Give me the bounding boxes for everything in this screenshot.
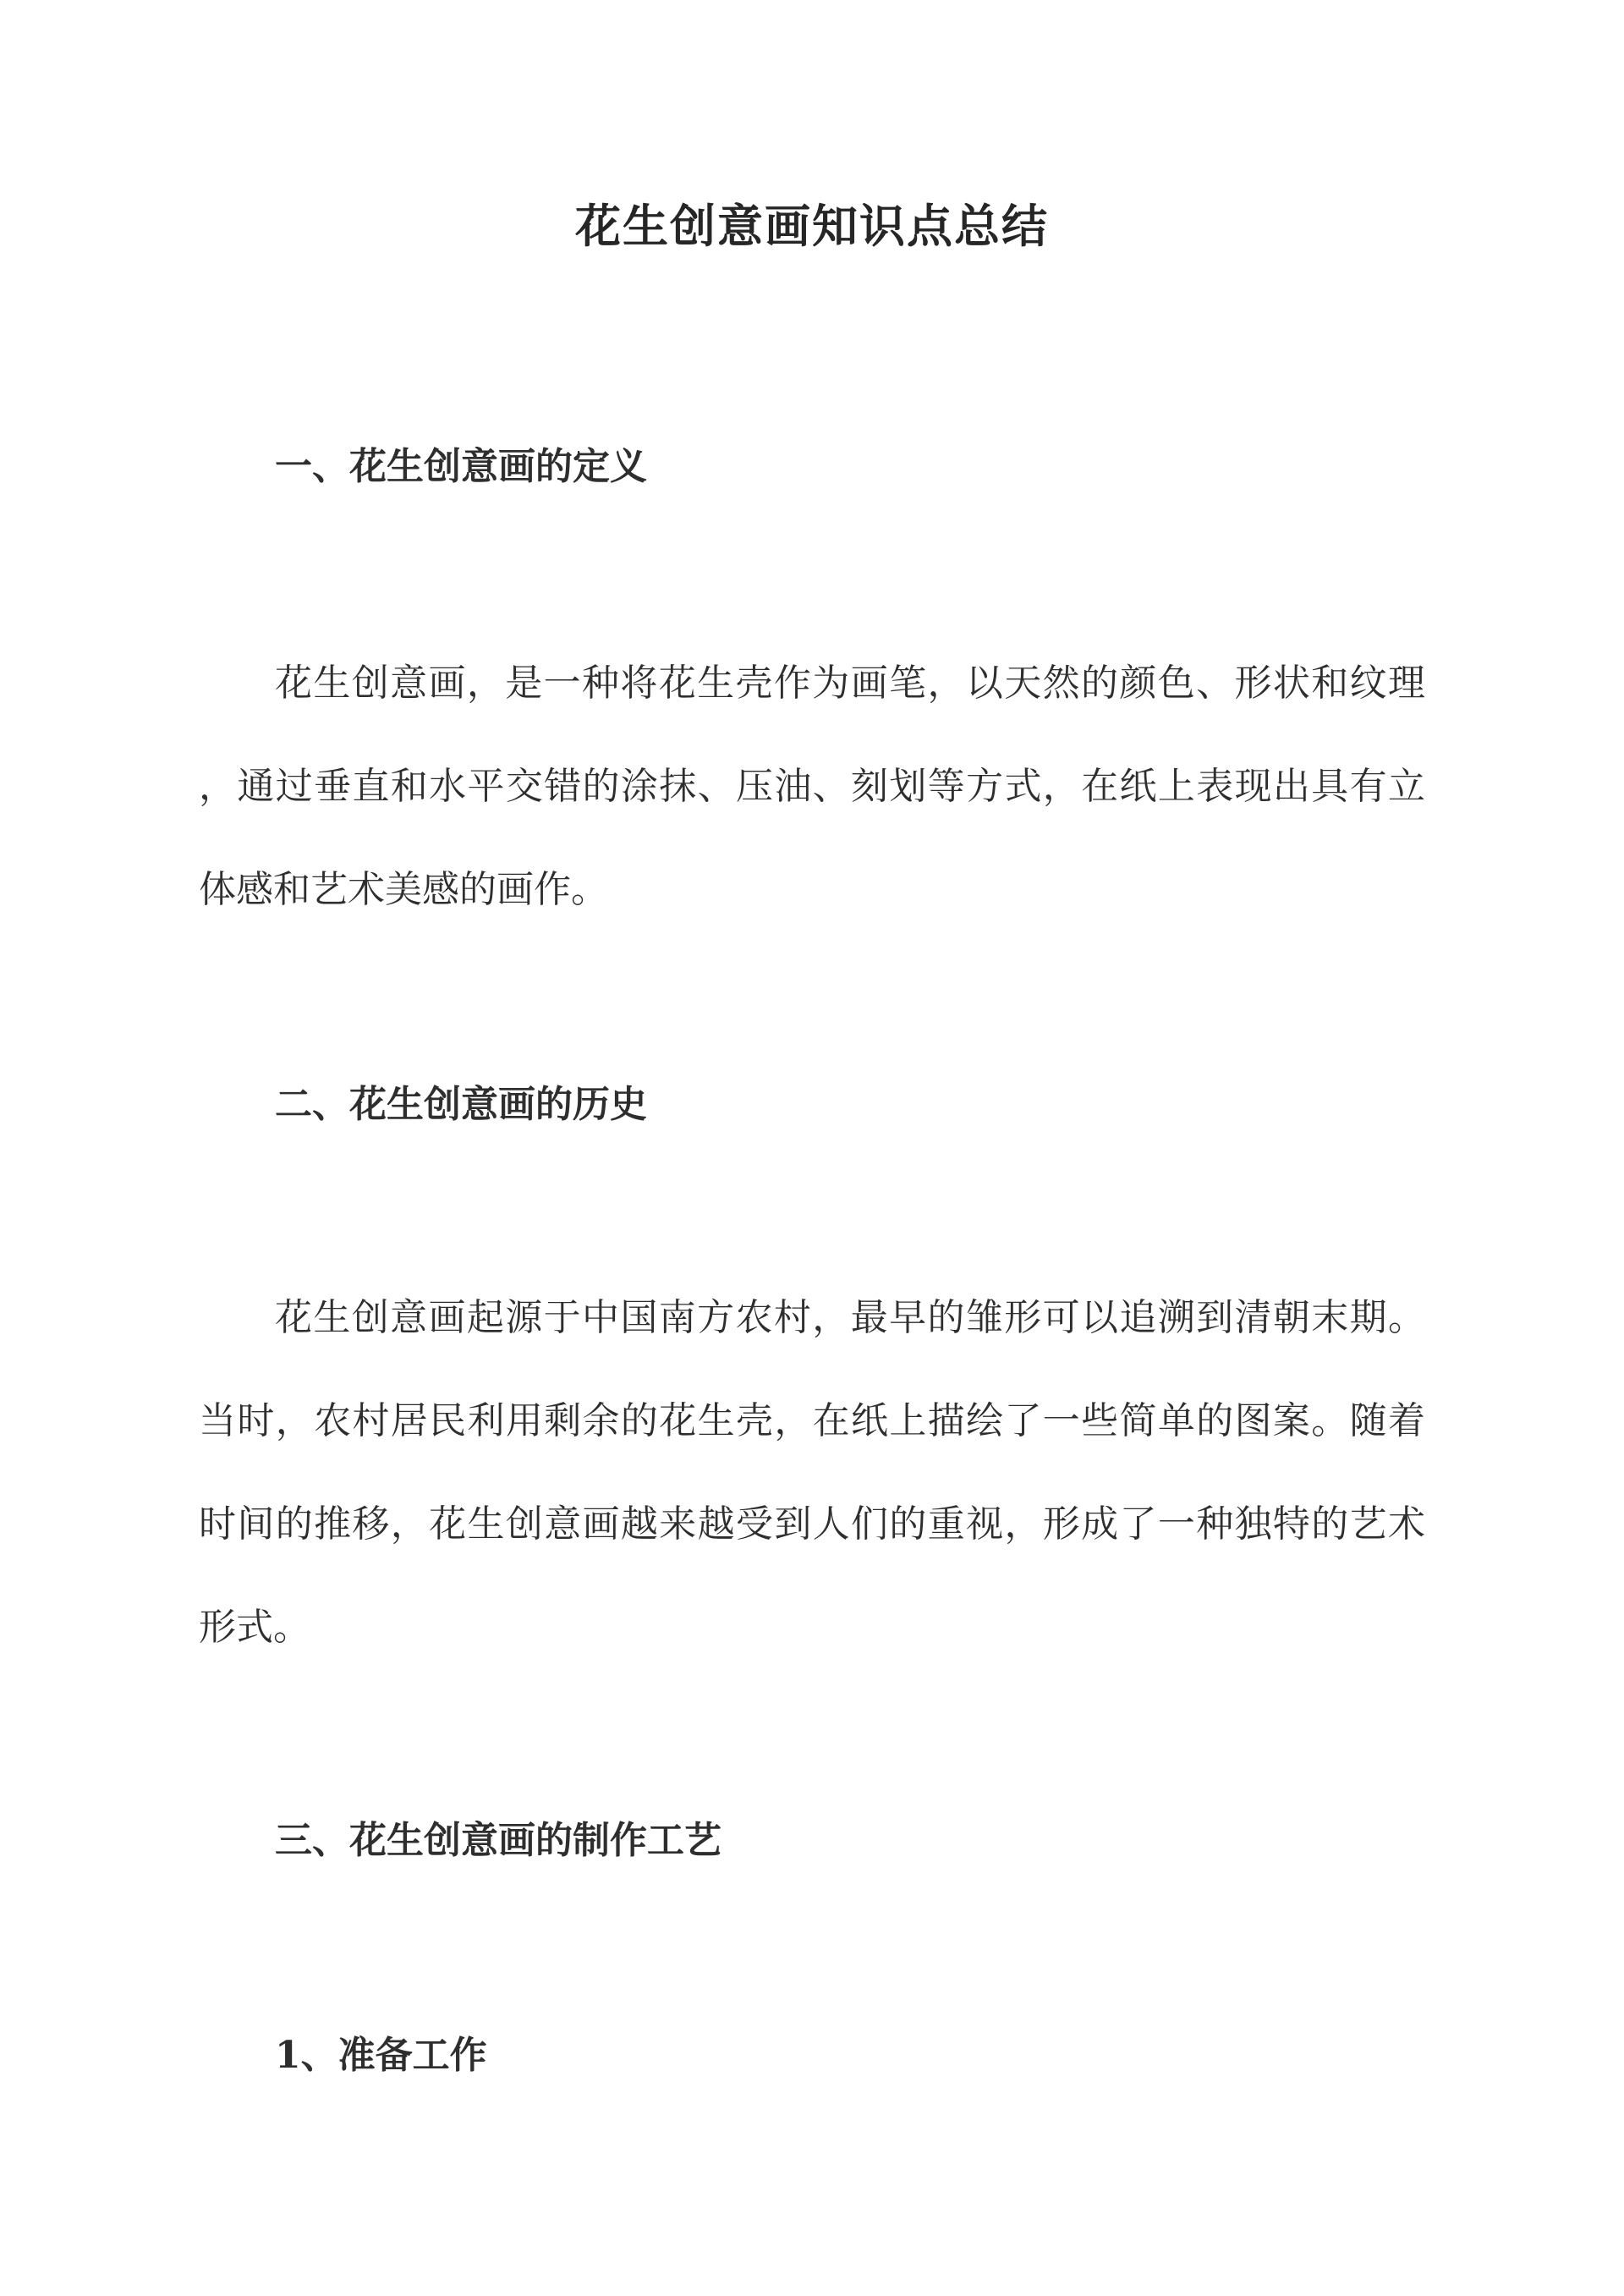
section-paragraph-history bbox=[199, 1293, 1425, 1653]
subsection-heading-preparation: 1、准备工作 bbox=[275, 2034, 487, 2077]
document-title: 花生创意画知识点总结 bbox=[575, 199, 1049, 253]
paragraph-line: 体感和艺术美感的画作。 bbox=[199, 868, 608, 911]
paragraph-line: 形式。 bbox=[199, 1606, 310, 1649]
paragraph-line: ，通过垂直和水平交错的涂抹、压油、刻划等方式，在纸上表现出具有立 bbox=[199, 765, 1425, 808]
paragraph-line: 花生创意画起源于中国南方农村，最早的雏形可以追溯到清朝末期。 bbox=[275, 1296, 1425, 1339]
section-heading-craft: 三、花生创意画的制作工艺 bbox=[275, 1819, 721, 1862]
section-heading-history: 二、花生创意画的历史 bbox=[275, 1083, 647, 1126]
paragraph-line: 花生创意画，是一种将花生壳作为画笔，以天然的颜色、形状和纹理 bbox=[275, 662, 1425, 705]
section-heading-definition: 一、花生创意画的定义 bbox=[275, 445, 647, 488]
paragraph-line: 当时，农村居民利用剩余的花生壳，在纸上描绘了一些简单的图案。随着 bbox=[199, 1399, 1425, 1442]
section-paragraph-definition bbox=[199, 658, 1425, 915]
paragraph-line: 时间的推移，花生创意画越来越受到人们的重视，形成了一种独特的艺术 bbox=[199, 1502, 1425, 1546]
